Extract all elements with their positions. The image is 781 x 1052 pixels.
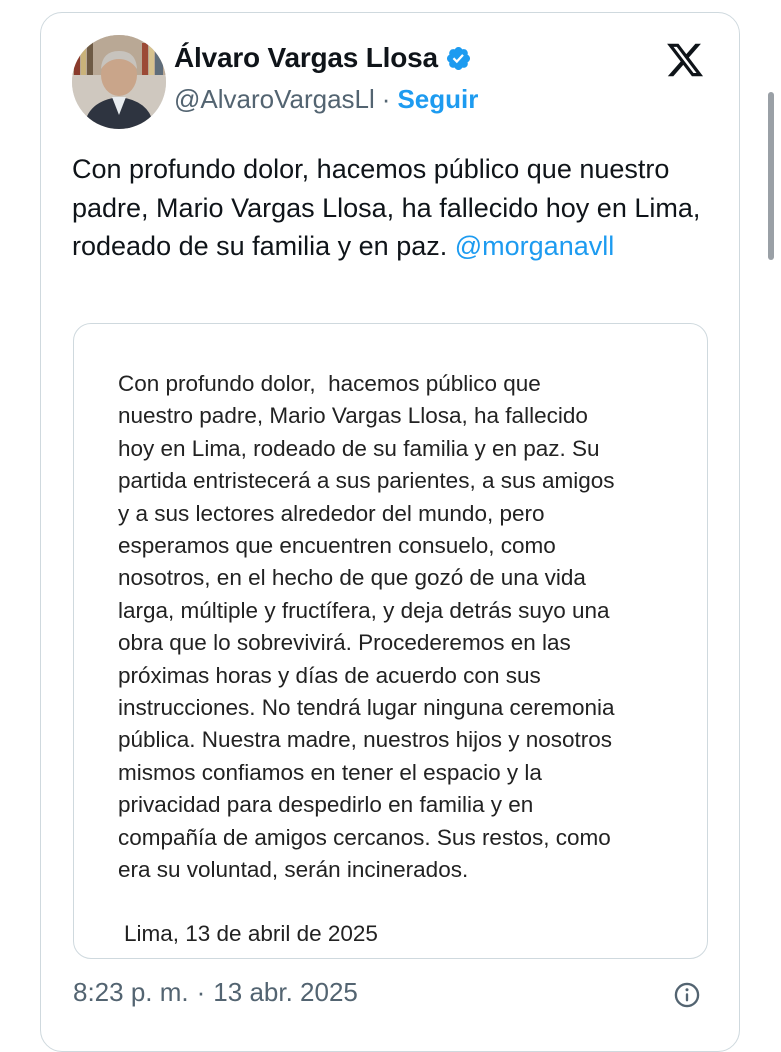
statement-line: pública. Nuestra madre, nuestros hijos y nosotros <box>118 727 612 753</box>
statement-line: partida entristecerá a sus parientes, a sus amigos <box>118 468 615 494</box>
statement-line: próximas horas y días de acuerdo con sus <box>118 662 541 688</box>
statement-line: larga, múltiple y fructífera, y deja detrás suyo una <box>118 597 610 623</box>
statement-text <box>118 368 678 887</box>
author-name-row <box>174 42 472 74</box>
statement-line: mismos confiamos en tener el espacio y la <box>118 759 542 785</box>
author-handle[interactable]: @AlvaroVargasLl <box>174 84 375 114</box>
statement-line: compañía de amigos cercanos. Sus restos, como <box>118 824 611 850</box>
info-icon[interactable] <box>673 981 701 1009</box>
statement-line: nuestro padre, Mario Vargas Llosa, ha fallecido <box>118 403 588 429</box>
author-display-name[interactable]: Álvaro Vargas Llosa <box>174 42 438 73</box>
statement-line: obra que lo sobrevivirá. Procederemos en las <box>118 630 571 656</box>
author-handle-row <box>174 84 478 115</box>
statement-line: privacidad para despedirlo en familia y en <box>118 792 534 818</box>
statement-signoff: Lima, 13 de abril de 2025 <box>124 921 378 946</box>
tweet-time: 8:23 p. m. <box>73 977 189 1007</box>
separator-dot: · <box>381 84 391 114</box>
attached-image[interactable] <box>73 323 708 959</box>
statement-line: instrucciones. No tendrá lugar ninguna ceremonia <box>118 695 615 721</box>
statement-line: era su voluntad, serán incinerados. <box>118 857 469 883</box>
verified-badge-icon <box>445 45 472 72</box>
follow-button[interactable]: Seguir <box>397 84 479 114</box>
timestamp[interactable] <box>73 977 358 1008</box>
statement-line: esperamos que encuentren consuelo, como <box>118 533 556 559</box>
statement-line: y a sus lectores alrededor del mundo, pero <box>118 500 545 526</box>
tweet-date: 13 abr. 2025 <box>213 977 358 1007</box>
tweet-text <box>72 150 712 266</box>
statement-line: Con profundo dolor, hacemos público que <box>118 371 541 396</box>
statement-line: hoy en Lima, rodeado de su familia y en paz. Su <box>118 435 600 461</box>
tweet-body: Con profundo dolor, hacemos público que nuestro padre, Mario Vargas Llosa, ha fallecido hoy en Lima, rodeado de su familia y en paz. <box>72 154 701 261</box>
separator-dot: · <box>196 977 206 1007</box>
mention-link[interactable]: @morganavll <box>454 231 615 261</box>
avatar[interactable] <box>72 35 166 129</box>
x-logo-icon[interactable] <box>664 40 706 80</box>
scrollbar[interactable] <box>768 92 774 260</box>
statement-line: nosotros, en el hecho de que gozó de una vida <box>118 565 586 591</box>
